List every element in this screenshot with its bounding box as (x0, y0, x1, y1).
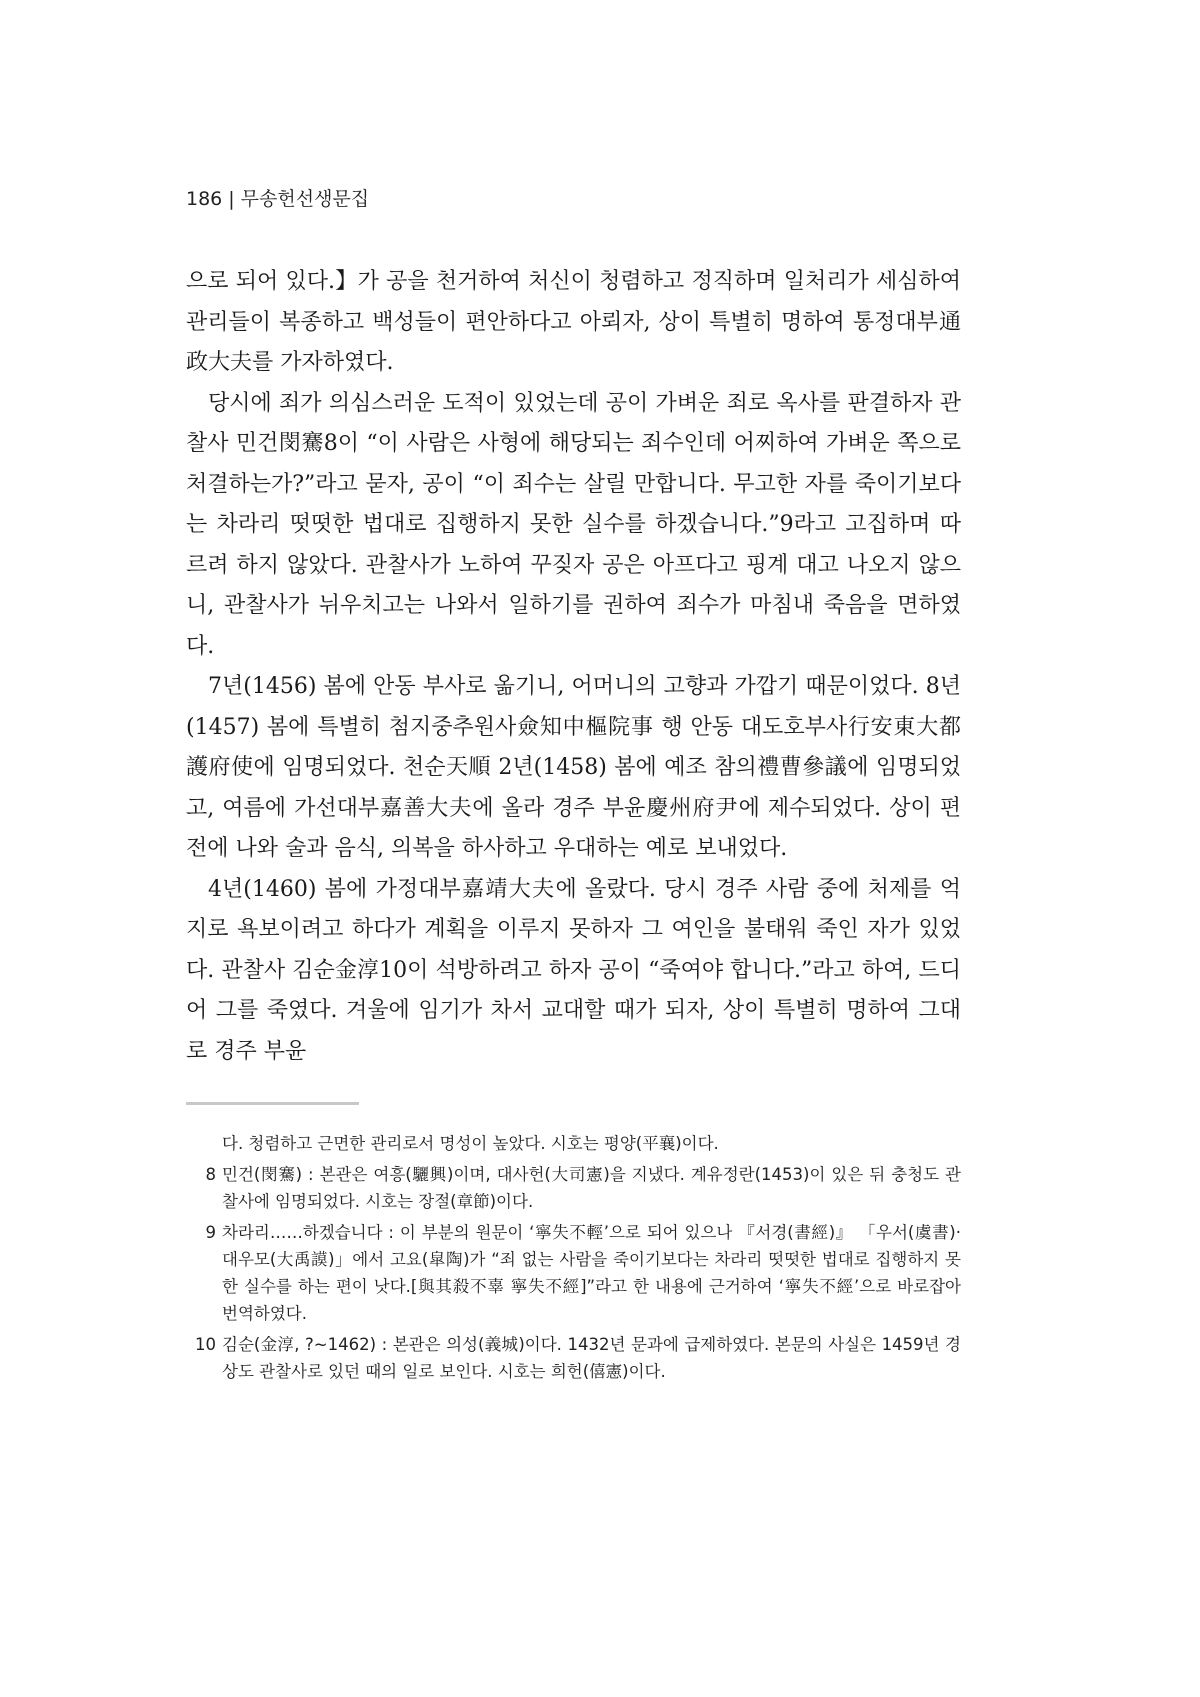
running-header (186, 184, 369, 211)
footnotes (186, 1130, 961, 1389)
body-paragraph: 4년(1460) 봄에 가정대부嘉靖大夫에 올랐다. 당시 경주 사람 중에 처제를 억지로 욕보이려고 하다가 계획을 이루지 못하자 그 여인을 불태워 죽인 자가 있었다. 관찰사 김순金淳10이 석방하려고 하자 공이 “죽여야 합니다.”라고 하여, 드디어 그를 죽였다. 겨울에 임기가 차서 교대할 때가 되자, 상이 특별히 명하여 그대로 경주 부윤 (186, 876, 961, 1064)
header-separator: | (228, 188, 235, 210)
footnote-item (186, 1331, 961, 1385)
footnote-item (186, 1161, 961, 1215)
footnote-text: 민건(閔騫) : 본관은 여흥(驪興)이며, 대사헌(大司憲)을 지냈다. 계유정란(1453)이 있은 뒤 충청도 관찰사에 임명되었다. 시호는 장절(章節)이다. (222, 1165, 961, 1211)
footnote-text: 차라리……하겠습니다 : 이 부분의 원문이 ‘寧失不輕’으로 되어 있으나 『서경(書經)』 「우서(虞書)·대우모(大禹謨)」에서 고요(皐陶)가 “죄 없는 사람을 죽이기보다는 차라리 떳떳한 법대로 집행하지 못한 실수를 하는 편이 낫다.[與其殺不辜 寧失不經]”라고 한 내용에 근거하여 ‘寧失不經’으로 바로잡아 번역하였다. (222, 1223, 961, 1323)
footnote-text: 김순(金淳, ?~1462) : 본관은 의성(義城)이다. 1432년 문과에 급제하였다. 본문의 사실은 1459년 경상도 관찰사로 있던 때의 일로 보인다. 시호는 희헌(僖憲)이다. (222, 1335, 961, 1381)
footnote-number: 10 (195, 1335, 216, 1354)
body-paragraph: 당시에 죄가 의심스러운 도적이 있었는데 공이 가벼운 죄로 옥사를 판결하자 관찰사 민건閔騫8이 “이 사람은 사형에 해당되는 죄수인데 어찌하여 가벼운 쪽으로 처결하는가?”라고 묻자, 공이 “이 죄수는 살릴 만합니다. 무고한 자를 죽이기보다는 차라리 떳떳한 법대로 집행하지 못한 실수를 하겠습니다.”9라고 고집하며 따르려 하지 않았다. 관찰사가 노하여 꾸짖자 공은 아프다고 핑계 대고 나오지 않으니, 관찰사가 뉘우치고는 나와서 일하기를 권하여 죄수가 마침내 죽음을 면하였다. (186, 390, 961, 659)
body-paragraph: 으로 되어 있다.】가 공을 천거하여 처신이 청렴하고 정직하며 일처리가 세심하여 관리들이 복종하고 백성들이 편안하다고 아뢰자, 상이 특별히 명하여 통정대부通政大夫를 가자하였다. (186, 269, 961, 375)
footnote-divider (186, 1102, 359, 1105)
footnote-number: 9 (205, 1223, 216, 1242)
footnote-number: 8 (205, 1165, 216, 1184)
body-paragraph: 7년(1456) 봄에 안동 부사로 옮기니, 어머니의 고향과 가깝기 때문이었다. 8년(1457) 봄에 특별히 첨지중추원사僉知中樞院事 행 안동 대도호부사行安東大都護府使에 임명되었다. 천순天順 2년(1458) 봄에 예조 참의禮曹參議에 임명되었고, 여름에 가선대부嘉善大夫에 올라 경주 부윤慶州府尹에 제수되었다. 상이 편전에 나와 술과 음식, 의복을 하사하고 우대하는 예로 보내었다. (186, 674, 961, 861)
footnote-continuation: 다. 청렴하고 근면한 관리로서 명성이 높았다. 시호는 평양(平襄)이다. (222, 1134, 719, 1153)
body-text (186, 262, 961, 1072)
footnote-item (186, 1219, 961, 1327)
book-title: 무송헌선생문집 (240, 188, 370, 210)
page-number: 186 (186, 188, 223, 210)
